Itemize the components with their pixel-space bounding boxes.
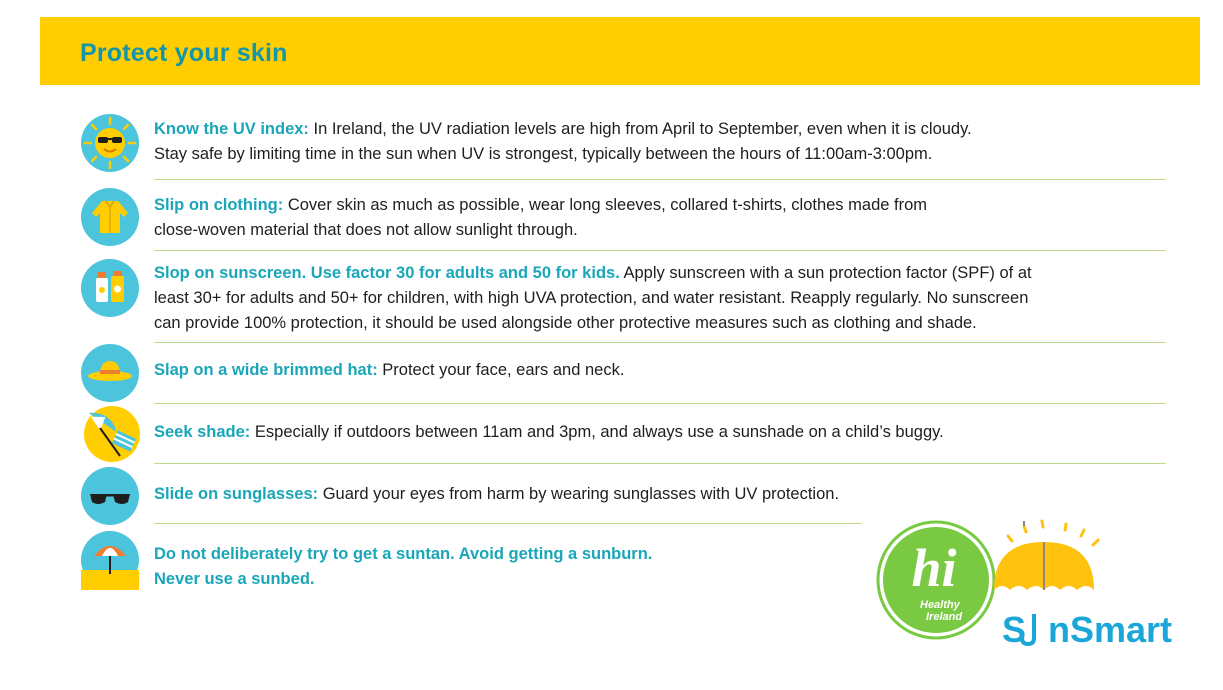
wide-brim-hat-icon — [80, 343, 140, 403]
logo-group — [876, 518, 1186, 658]
divider — [154, 403, 1166, 404]
beach-umbrella-icon — [80, 530, 140, 590]
sunscreen-bottles-icon — [80, 258, 140, 318]
tip-heading: Slap on a wide brimmed hat: — [154, 361, 378, 379]
tip-text: Stay safe by limiting time in the sun when UV is strongest, typically between the hours of 11:00am-3:00pm. — [154, 145, 933, 163]
long-sleeve-shirt-icon — [80, 187, 140, 247]
divider — [154, 463, 1166, 464]
divider — [154, 179, 1166, 180]
tip-heading: Seek shade: — [154, 423, 251, 441]
tip-text: Especially if outdoors between 11am and 3pm, and always use a sunshade on a child’s buggy. — [250, 423, 944, 441]
tip-text: Apply sunscreen with a sun protection factor (SPF) of at — [619, 264, 1032, 282]
tip-heading: Slop on sunscreen. Use factor 30 for adults and 50 for kids. — [154, 264, 620, 282]
tip-text: Protect your face, ears and neck. — [377, 361, 625, 379]
sun-rays-icon — [1008, 521, 1098, 545]
divider — [154, 250, 1166, 251]
sunsmart-s: S — [1002, 609, 1027, 650]
beach-umbrella-shade-icon — [80, 404, 140, 464]
page-title: Protect your skin — [80, 39, 288, 67]
divider — [154, 523, 862, 524]
sun-sunglasses-icon — [80, 113, 140, 173]
divider — [154, 342, 1166, 343]
healthy-ireland-sunsmart-logo — [876, 518, 1186, 658]
sunsmart-wordmark: nSmart — [1048, 609, 1173, 650]
final-message-line: Do not deliberately try to get a suntan. Avoid getting a sunburn. — [154, 545, 653, 563]
ireland-label: Ireland — [926, 611, 963, 623]
tip-text: least 30+ for adults and 50+ for children, with high UVA protection, and water resistant. Reapply regularly. No sunscreen — [154, 289, 1029, 307]
tip-text: close-woven material that does not allow sunlight through. — [154, 221, 578, 239]
sunglasses-icon — [80, 466, 140, 526]
tip-text: Cover skin as much as possible, wear long sleeves, collared t-shirts, clothes made from — [283, 196, 928, 214]
tip-heading: Slip on clothing: — [154, 196, 284, 214]
header-banner — [40, 17, 1200, 85]
tip-heading: Know the UV index: — [154, 120, 309, 138]
healthy-label: Healthy — [920, 599, 960, 611]
final-message-line: Never use a sunbed. — [154, 570, 315, 588]
tip-text: can provide 100% protection, it should be used alongside other protective measures such as clothing and shade. — [154, 314, 977, 332]
tip-heading: Slide on sunglasses: — [154, 485, 319, 503]
final-message — [154, 542, 652, 592]
tip-text: In Ireland, the UV radiation levels are high from April to September, even when it is cloudy. — [308, 120, 972, 138]
tip-text: Guard your eyes from harm by wearing sunglasses with UV protection. — [318, 485, 840, 503]
hi-mark: hi — [911, 538, 957, 598]
